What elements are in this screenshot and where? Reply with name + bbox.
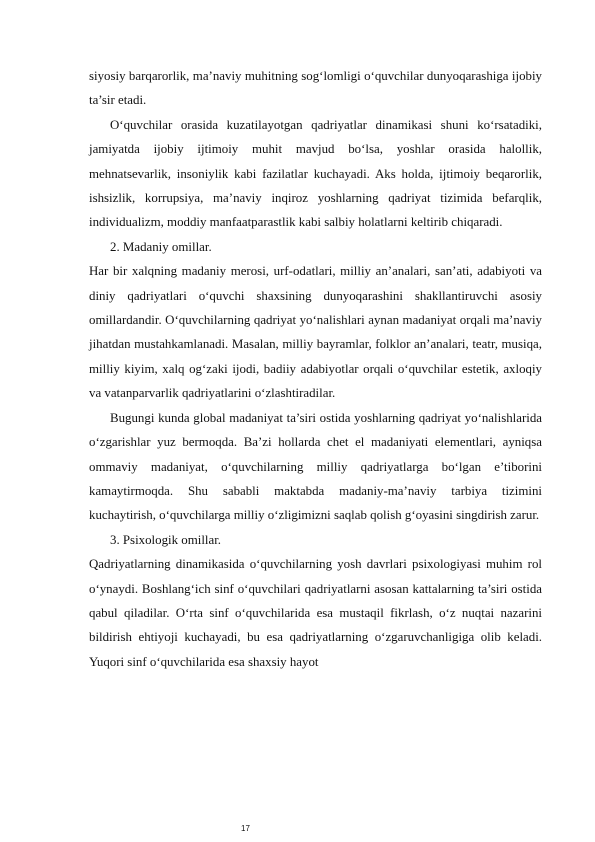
paragraph-continuation: siyosiy barqarorlik, ma’naviy muhitning sog‘lomligi o‘quvchilar dunyoqarashiga ijobiy ta’sir etadi. bbox=[89, 69, 542, 108]
section-heading-cultural-factors: 2. Madaniy omillar. bbox=[110, 239, 212, 254]
paragraph-global-culture: Bugungi kunda global madaniyat ta’siri ostida yoshlarning qadriyat yo‘nalishlarida o‘zgarishlar yuz bermoqda. Ba’zi hollarda chet el madaniyati elementlari, ayniqsa ommaviy madaniyat, o‘quvchilarning milliy qadriyatlarga bo‘lgan e’tiborini kamaytirmoqda. Shu sababli maktabda madaniy-ma’naviy tarbiya tizimini kuchaytirish, o‘quvchilarga milliy o‘zligimizni saqlab qolish g‘oyasini singdirish zarur. bbox=[89, 410, 542, 523]
paragraph-values-dynamics: O‘quvchilar orasida kuzatilayotgan qadriyatlar dinamikasi shuni ko‘rsatadiki, jamiyatda ijobiy ijtimoiy muhit mavjud bo‘lsa, yoshlar orasida halollik, mehnatsevarlik, insoniylik kabi fazilatlar kuchayadi. Aks holda, ijtimoiy beqarorlik, ishsizlik, korrupsiya, ma’naviy inqiroz yoshlarning qadriyat tizimida befarqlik, individualizm, moddiy manfaatparastlik kabi salbiy holatlarni keltirib chiqaradi. bbox=[89, 117, 542, 230]
paragraph-cultural-heritage: Har bir xalqning madaniy merosi, urf-odatlari, milliy an’analari, san’ati, adabiyoti va diniy qadriyatlari o‘quvchi shaxsining dunyoqarashini shakllantiruvchi asosiy omillardandir. O‘quvchilarning qadriyat yo‘nalishlari aynan madaniyat orqali ma’naviy jihatdan mustahkamlanadi. Masalan, milliy bayramlar, folklor an’analari, teatr, musiqa, milliy kiyim, xalq og‘zaki ijodi, badiiy adabiyotlar orqali o‘quvchilar estetik, axloqiy va vatanparvarlik qadriyatlarini o‘zlashtiradilar. bbox=[89, 264, 542, 401]
page-number-text: 17 bbox=[241, 824, 250, 833]
body-text bbox=[89, 64, 542, 674]
paragraph-age-psychology: Qadriyatlarning dinamikasida o‘quvchilarning yosh davrlari psixologiyasi muhim rol o‘ynaydi. Boshlang‘ich sinf o‘quvchilari qadriyatlarni asosan kattalarning ta’siri ostida qabul qiladilar. O‘rta sinf o‘quvchilarida esa mustaqil fikrlash, o‘z nuqtai nazarini bildirish ehtiyoji kuchayadi, bu esa qadriyatlarning o‘zgaruvchanligiga olib keladi. Yuqori sinf o‘quvchilarida esa shaxsiy hayot bbox=[89, 557, 542, 669]
section-heading-psychological-factors: 3. Psixologik omillar. bbox=[110, 532, 222, 547]
page-number bbox=[0, 824, 595, 834]
